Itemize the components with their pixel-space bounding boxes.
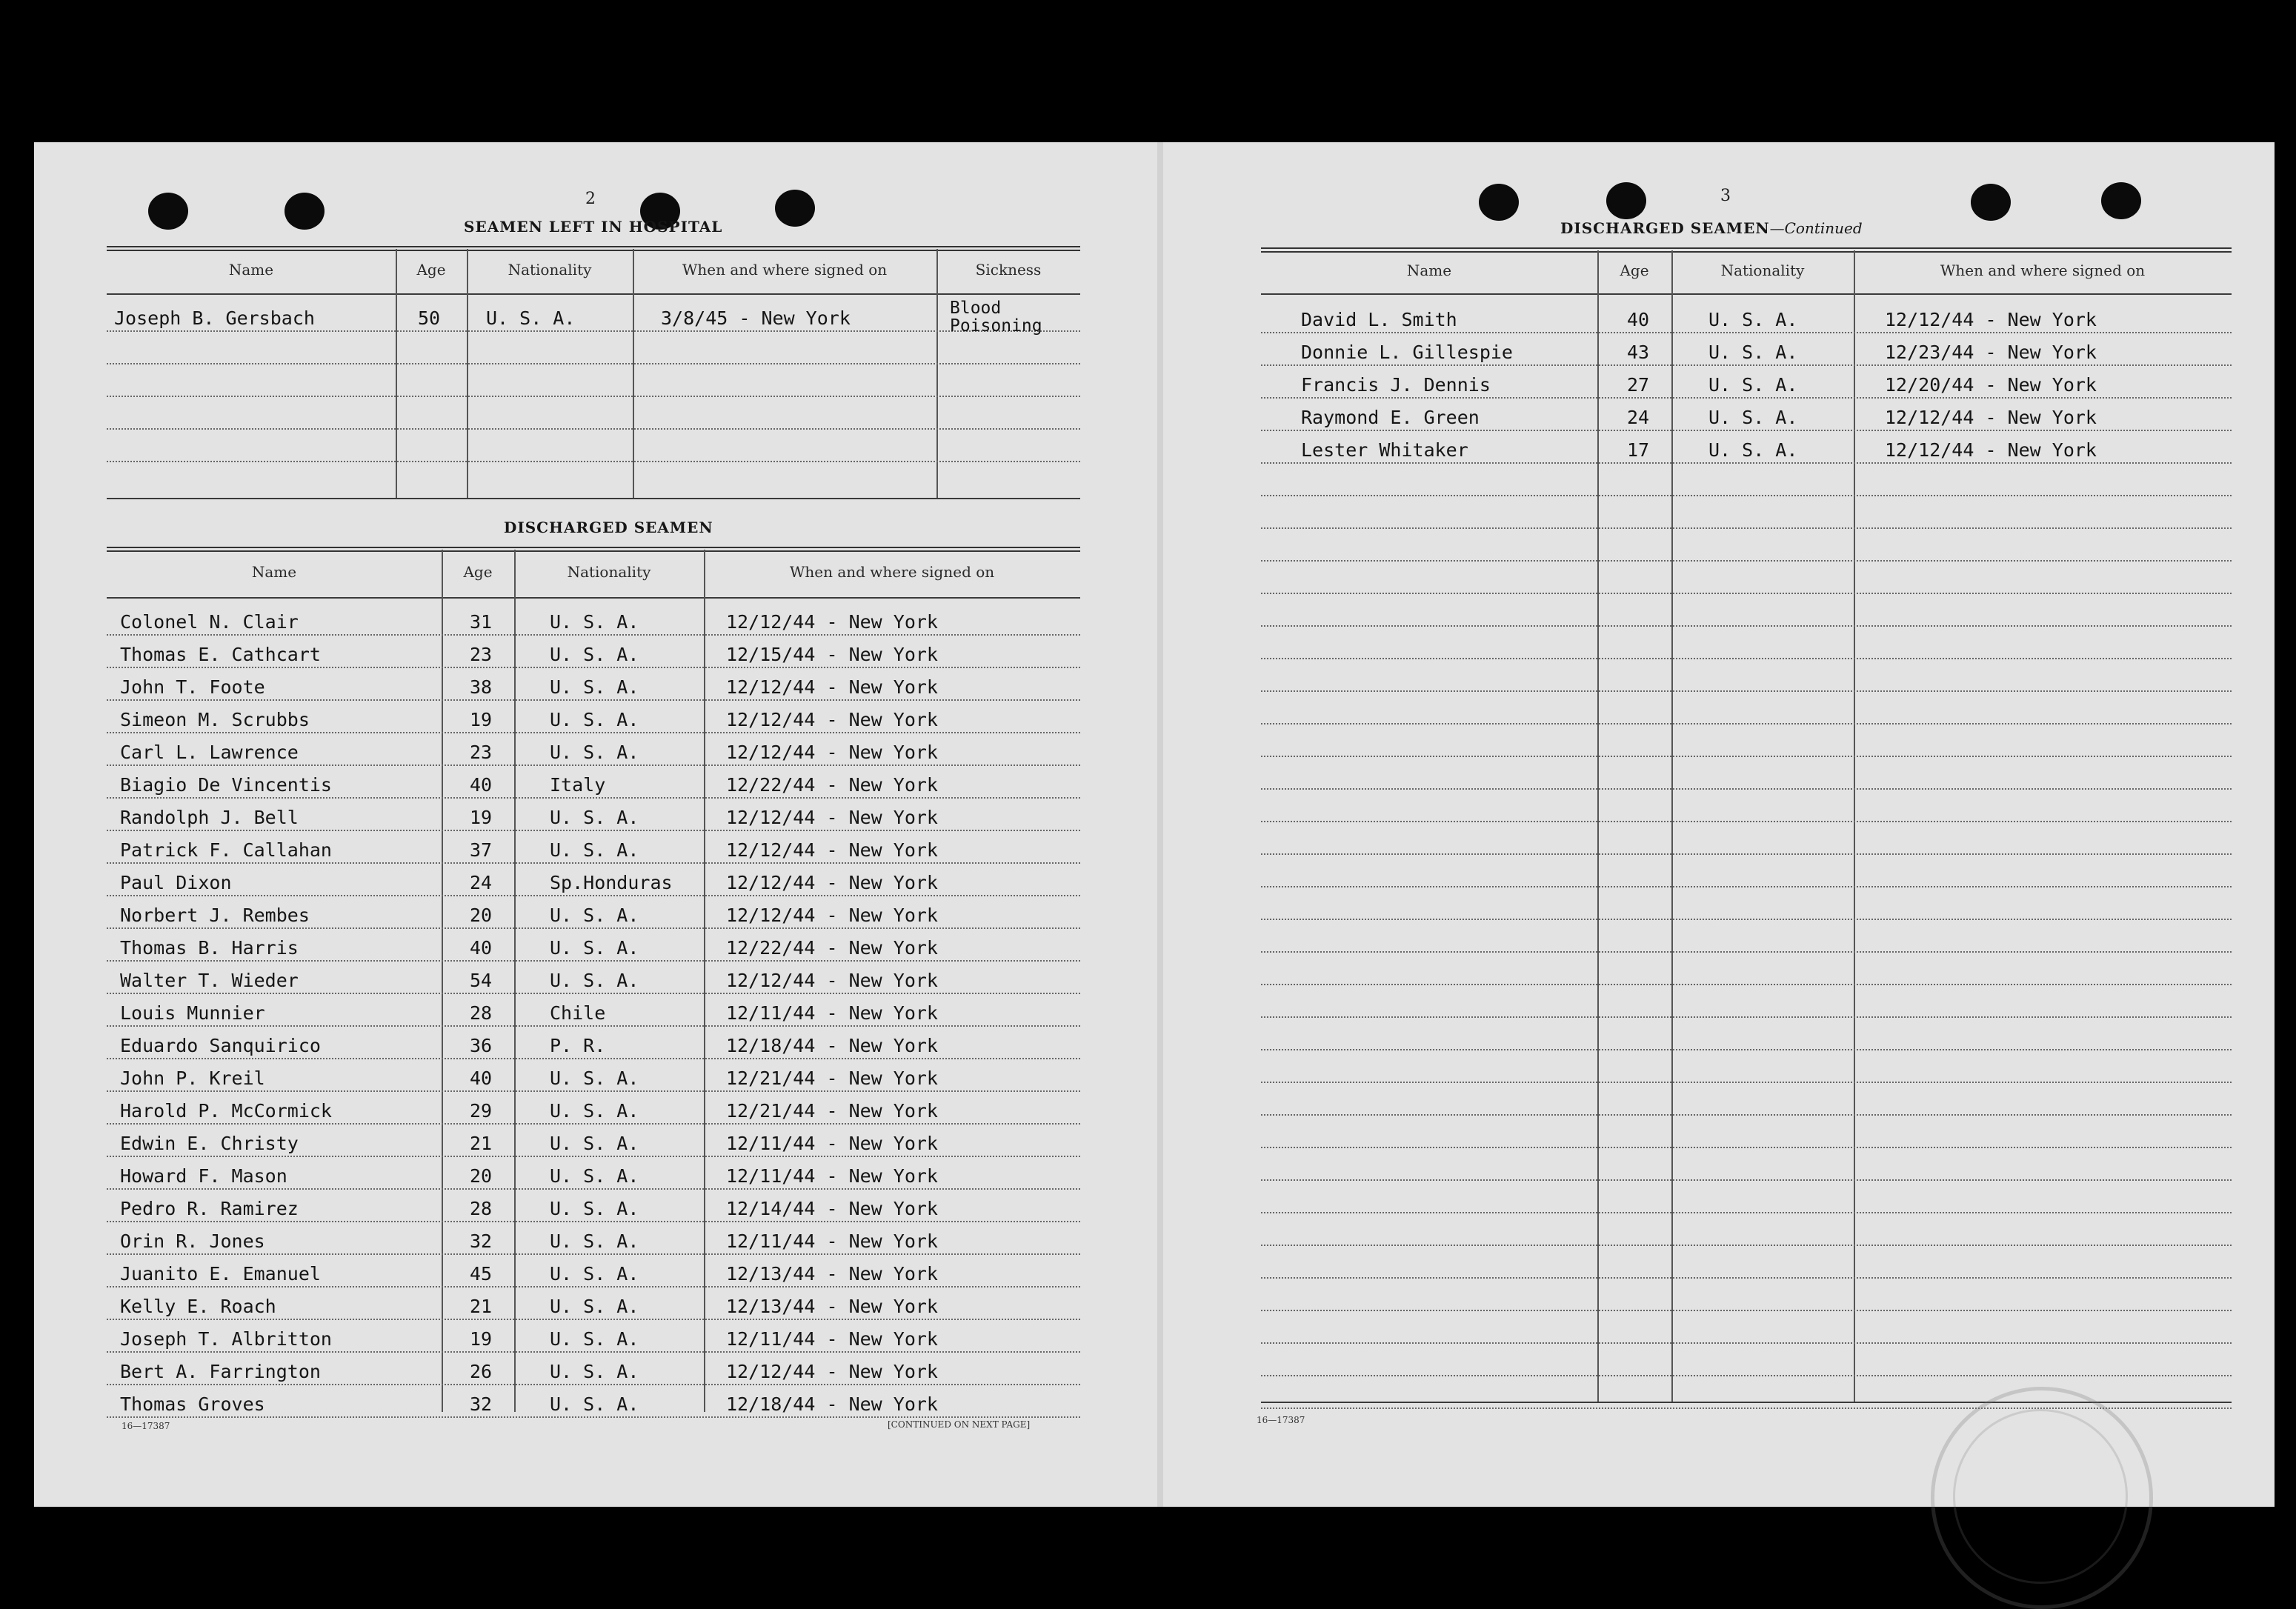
ruled-line [1261, 560, 2232, 562]
cell-name: Bert A. Farrington [120, 1361, 321, 1382]
cell-nationality: U. S. A. [550, 644, 639, 665]
cell-name: Edwin E. Christy [120, 1133, 299, 1154]
cell-name: Carl L. Lawrence [120, 742, 299, 763]
column-header: Age [463, 563, 493, 581]
ruled-line [1261, 951, 2232, 953]
cell-name: Howard F. Mason [120, 1165, 287, 1187]
cell-signed-on: 12/13/44 - New York [726, 1263, 938, 1285]
cell-nationality: U. S. A. [550, 905, 639, 926]
ruled-line [1261, 756, 2232, 757]
cell-name: Joseph T. Albritton [120, 1328, 332, 1350]
cell-signed-on: 12/18/44 - New York [726, 1393, 938, 1415]
cell-age: 28 [470, 1002, 493, 1024]
ruled-line [1261, 658, 2232, 659]
cell-age: 20 [470, 1165, 493, 1187]
left-page [34, 142, 1153, 1507]
cell-name: Colonel N. Clair [120, 611, 299, 633]
cell-nationality: U. S. A. [550, 676, 639, 698]
ruled-line [107, 363, 1080, 364]
cell-signed-on: 12/22/44 - New York [726, 774, 938, 796]
ruled-line [107, 830, 1080, 831]
page-fold [1157, 142, 1163, 1507]
cell-name: Joseph B. Gersbach [114, 307, 315, 329]
cell-nationality: U. S. A. [550, 1328, 639, 1350]
column-header: Age [416, 261, 446, 279]
cell-signed-on: 12/22/44 - New York [726, 937, 938, 959]
ruled-line [1261, 1114, 2232, 1116]
cell-name: Francis J. Dennis [1301, 374, 1491, 396]
cell-age: 40 [470, 774, 493, 796]
cell-name: Biagio De Vincentis [120, 774, 332, 796]
cell-signed-on: 12/12/44 - New York [1885, 439, 2097, 461]
ruled-line [1261, 1082, 2232, 1083]
cell-nationality: U. S. A. [550, 807, 639, 828]
ruled-line [107, 1221, 1080, 1222]
ruled-line [1261, 788, 2232, 790]
column-divider [442, 550, 443, 1412]
cell-nationality: U. S. A. [550, 1198, 639, 1219]
cell-name: Orin R. Jones [120, 1230, 265, 1252]
cell-signed-on: 12/21/44 - New York [726, 1067, 938, 1089]
column-divider [1597, 250, 1599, 1402]
cell-signed-on: 12/12/44 - New York [726, 970, 938, 991]
ruled-line [1261, 919, 2232, 920]
cell-signed-on: 12/12/44 - New York [726, 709, 938, 730]
cell-nationality: U. S. A. [550, 611, 639, 633]
cell-nationality: U. S. A. [550, 839, 639, 861]
cell-signed-on: 12/12/44 - New York [726, 839, 938, 861]
cell-age: 19 [470, 807, 493, 828]
cell-age: 21 [470, 1296, 493, 1317]
cell-name: Patrick F. Callahan [120, 839, 332, 861]
ruled-line [107, 764, 1080, 766]
cell-signed-on: 12/14/44 - New York [726, 1198, 938, 1219]
archive-stamp-inner [1953, 1409, 2128, 1584]
cell-age: 23 [470, 644, 493, 665]
cell-signed-on: 12/11/44 - New York [726, 1230, 938, 1252]
ruled-line [107, 732, 1080, 733]
ruled-line [107, 960, 1080, 962]
cell-signed-on: 12/12/44 - New York [726, 742, 938, 763]
cell-signed-on: 12/11/44 - New York [726, 1133, 938, 1154]
ruled-line [1261, 430, 2232, 431]
document-sheet [34, 142, 2275, 1507]
ruled-line [1261, 984, 2232, 985]
ruled-line [1261, 1277, 2232, 1279]
cell-nationality: U. S. A. [1708, 309, 1798, 330]
punch-hole [1606, 182, 1646, 219]
ruled-line [1261, 332, 2232, 333]
column-header: Name [1406, 261, 1452, 279]
punch-hole [284, 193, 325, 230]
cell-age: 54 [470, 970, 493, 991]
ruled-line [107, 1416, 1080, 1418]
cell-name: Harold P. McCormick [120, 1100, 332, 1122]
column-header: When and where signed on [1940, 261, 2146, 279]
cell-name: Pedro R. Ramirez [120, 1198, 299, 1219]
cell-signed-on: 12/15/44 - New York [726, 644, 938, 665]
cell-signed-on: 12/12/44 - New York [726, 676, 938, 698]
discharged-heading: DISCHARGED SEAMEN [504, 519, 713, 536]
cell-nationality: U. S. A. [550, 1393, 639, 1415]
cell-signed-on: 12/23/44 - New York [1885, 342, 2097, 363]
cell-name: Eduardo Sanquirico [120, 1035, 321, 1056]
cell-age: 24 [1627, 407, 1650, 428]
ruled-line [1261, 1375, 2232, 1376]
cell-name: Donnie L. Gillespie [1301, 342, 1513, 363]
cell-name: Randolph J. Bell [120, 807, 299, 828]
cell-age: 45 [470, 1263, 493, 1285]
cell-sickness: Blood [950, 299, 1002, 318]
cell-signed-on: 12/12/44 - New York [726, 1361, 938, 1382]
ruled-line [1261, 625, 2232, 627]
column-divider [1671, 250, 1673, 1402]
ruled-line [1261, 853, 2232, 855]
ruled-line [1261, 397, 2232, 399]
column-header: Nationality [567, 563, 651, 581]
discharged-continued-heading [1560, 219, 1863, 237]
ruled-line [1261, 593, 2232, 594]
form-number: 16—17387 [122, 1421, 170, 1431]
cell-signed-on: 3/8/45 - New York [661, 307, 851, 329]
cell-nationality: Chile [550, 1002, 606, 1024]
page-number: 2 [585, 190, 596, 208]
cell-name: Thomas Groves [120, 1393, 265, 1415]
cell-age: 28 [470, 1198, 493, 1219]
cell-age: 19 [470, 1328, 493, 1350]
cell-age: 27 [1627, 374, 1650, 396]
cell-name: Simeon M. Scrubbs [120, 709, 310, 730]
cell-name: Norbert J. Rembes [120, 905, 310, 926]
ruled-line [1261, 1016, 2232, 1018]
cell-nationality: Italy [550, 774, 606, 796]
column-header: Nationality [508, 261, 592, 279]
ruled-line [1261, 886, 2232, 887]
cell-signed-on: 12/11/44 - New York [726, 1165, 938, 1187]
ruled-line [1261, 821, 2232, 822]
ruled-line [1261, 1310, 2232, 1311]
cell-signed-on: 12/12/44 - New York [726, 905, 938, 926]
cell-age: 26 [470, 1361, 493, 1382]
column-header: Age [1620, 261, 1649, 279]
column-header: Nationality [1720, 261, 1805, 279]
cell-name: Paul Dixon [120, 872, 232, 893]
cell-age: 20 [470, 905, 493, 926]
cell-nationality: U. S. A. [486, 307, 576, 329]
cell-name: David L. Smith [1301, 309, 1457, 330]
ruled-line [107, 1188, 1080, 1190]
right-page [1168, 142, 2275, 1507]
cell-nationality: U. S. A. [550, 1165, 639, 1187]
cell-nationality: U. S. A. [1708, 407, 1798, 428]
cell-age: 40 [470, 937, 493, 959]
cell-nationality: U. S. A. [550, 1067, 639, 1089]
ruled-line [107, 862, 1080, 864]
cell-name: Thomas E. Cathcart [120, 644, 321, 665]
cell-age: 29 [470, 1100, 493, 1122]
column-header: When and where signed on [682, 261, 888, 279]
ruled-line [1261, 364, 2232, 366]
cell-signed-on: 12/11/44 - New York [726, 1328, 938, 1350]
cell-age: 17 [1627, 439, 1650, 461]
column-divider [704, 550, 705, 1412]
cell-age: 50 [418, 307, 441, 329]
cell-signed-on: 12/12/44 - New York [1885, 309, 2097, 330]
cell-nationality: U. S. A. [550, 937, 639, 959]
cell-age: 21 [470, 1133, 493, 1154]
column-header: Name [251, 563, 297, 581]
punch-hole [1971, 184, 2011, 221]
cell-age: 40 [1627, 309, 1650, 330]
table-top-rule [107, 547, 1080, 552]
header-rule [107, 293, 1080, 295]
punch-hole [1479, 184, 1519, 221]
ruled-line [107, 461, 1080, 462]
cell-signed-on: 12/20/44 - New York [1885, 374, 2097, 396]
column-header: When and where signed on [789, 563, 995, 581]
ruled-line [107, 1156, 1080, 1157]
cell-name: Thomas B. Harris [120, 937, 299, 959]
cell-name: John P. Kreil [120, 1067, 265, 1089]
cell-nationality: U. S. A. [550, 1100, 639, 1122]
cell-signed-on: 12/13/44 - New York [726, 1296, 938, 1317]
heading-continued: —Continued [1769, 219, 1863, 237]
cell-nationality: U. S. A. [550, 1361, 639, 1382]
cell-age: 23 [470, 742, 493, 763]
column-divider [1854, 250, 1855, 1402]
ruled-line [107, 1286, 1080, 1287]
cell-sickness: Poisoning [950, 316, 1042, 336]
ruled-line [1261, 1179, 2232, 1181]
ruled-line [1261, 527, 2232, 529]
table-top-rule [107, 246, 1080, 251]
header-rule [1261, 293, 2232, 295]
cell-nationality: U. S. A. [550, 709, 639, 730]
ruled-line [107, 1253, 1080, 1255]
table-top-rule [1261, 247, 2232, 253]
cell-signed-on: 12/12/44 - New York [726, 807, 938, 828]
heading-text: DISCHARGED SEAMEN [1560, 219, 1770, 237]
cell-nationality: P. R. [550, 1035, 606, 1056]
form-number: 16—17387 [1257, 1415, 1305, 1425]
cell-name: Raymond E. Green [1301, 407, 1480, 428]
cell-nationality: U. S. A. [1708, 342, 1798, 363]
cell-nationality: U. S. A. [550, 970, 639, 991]
ruled-line [1261, 690, 2232, 692]
ruled-line [107, 699, 1080, 701]
column-divider [514, 550, 516, 1412]
cell-nationality: U. S. A. [550, 1230, 639, 1252]
hospital-heading: SEAMEN LEFT IN HOSPITAL [464, 218, 723, 236]
cell-nationality: U. S. A. [550, 1263, 639, 1285]
ruled-line [107, 1384, 1080, 1385]
cell-age: 31 [470, 611, 493, 633]
column-header: Sickness [975, 261, 1042, 279]
cell-nationality: U. S. A. [550, 1133, 639, 1154]
cell-nationality: U. S. A. [1708, 374, 1798, 396]
table-bottom-rule [107, 498, 1080, 499]
ruled-line [1261, 462, 2232, 464]
punch-hole [2101, 182, 2141, 219]
ruled-line [107, 667, 1080, 668]
cell-name: Louis Munnier [120, 1002, 265, 1024]
ruled-line [107, 797, 1080, 799]
cell-nationality: U. S. A. [550, 742, 639, 763]
ruled-line [107, 1090, 1080, 1092]
cell-age: 19 [470, 709, 493, 730]
cell-age: 38 [470, 676, 493, 698]
cell-signed-on: 12/12/44 - New York [726, 872, 938, 893]
cell-nationality: U. S. A. [550, 1296, 639, 1317]
ruled-line [1261, 1147, 2232, 1148]
ruled-line [107, 1319, 1080, 1320]
cell-signed-on: 12/12/44 - New York [726, 611, 938, 633]
ruled-line [1261, 723, 2232, 724]
cell-age: 36 [470, 1035, 493, 1056]
cell-age: 37 [470, 839, 493, 861]
header-rule [107, 597, 1080, 599]
ruled-line [107, 1058, 1080, 1059]
ruled-line [1261, 495, 2232, 496]
ruled-line [1261, 1212, 2232, 1213]
cell-signed-on: 12/21/44 - New York [726, 1100, 938, 1122]
punch-hole [775, 190, 815, 227]
cell-name: John T. Foote [120, 676, 265, 698]
ruled-line [107, 993, 1080, 994]
ruled-line [1261, 1342, 2232, 1344]
cell-name: Walter T. Wieder [120, 970, 299, 991]
cell-age: 32 [470, 1393, 493, 1415]
cell-age: 40 [470, 1067, 493, 1089]
ruled-line [107, 1123, 1080, 1125]
ruled-line [107, 428, 1080, 430]
ruled-line [1261, 1245, 2232, 1246]
punch-hole [148, 193, 188, 230]
page-number: 3 [1720, 187, 1731, 205]
cell-nationality: U. S. A. [1708, 439, 1798, 461]
ruled-line [107, 1351, 1080, 1353]
cell-name: Juanito E. Emanuel [120, 1263, 321, 1285]
cell-signed-on: 12/18/44 - New York [726, 1035, 938, 1056]
cell-age: 43 [1627, 342, 1650, 363]
cell-name: Lester Whitaker [1301, 439, 1468, 461]
ruled-line [107, 927, 1080, 929]
ruled-line [107, 1025, 1080, 1027]
cell-signed-on: 12/11/44 - New York [726, 1002, 938, 1024]
cell-signed-on: 12/12/44 - New York [1885, 407, 2097, 428]
cell-age: 24 [470, 872, 493, 893]
ruled-line [1261, 1049, 2232, 1050]
cell-age: 32 [470, 1230, 493, 1252]
ruled-line [107, 330, 1080, 332]
continued-note: [CONTINUED ON NEXT PAGE] [888, 1419, 1031, 1430]
ruled-line [107, 396, 1080, 397]
ruled-line [107, 895, 1080, 896]
cell-name: Kelly E. Roach [120, 1296, 276, 1317]
column-header: Name [228, 261, 274, 279]
ruled-line [107, 634, 1080, 636]
cell-nationality: Sp.Honduras [550, 872, 673, 893]
